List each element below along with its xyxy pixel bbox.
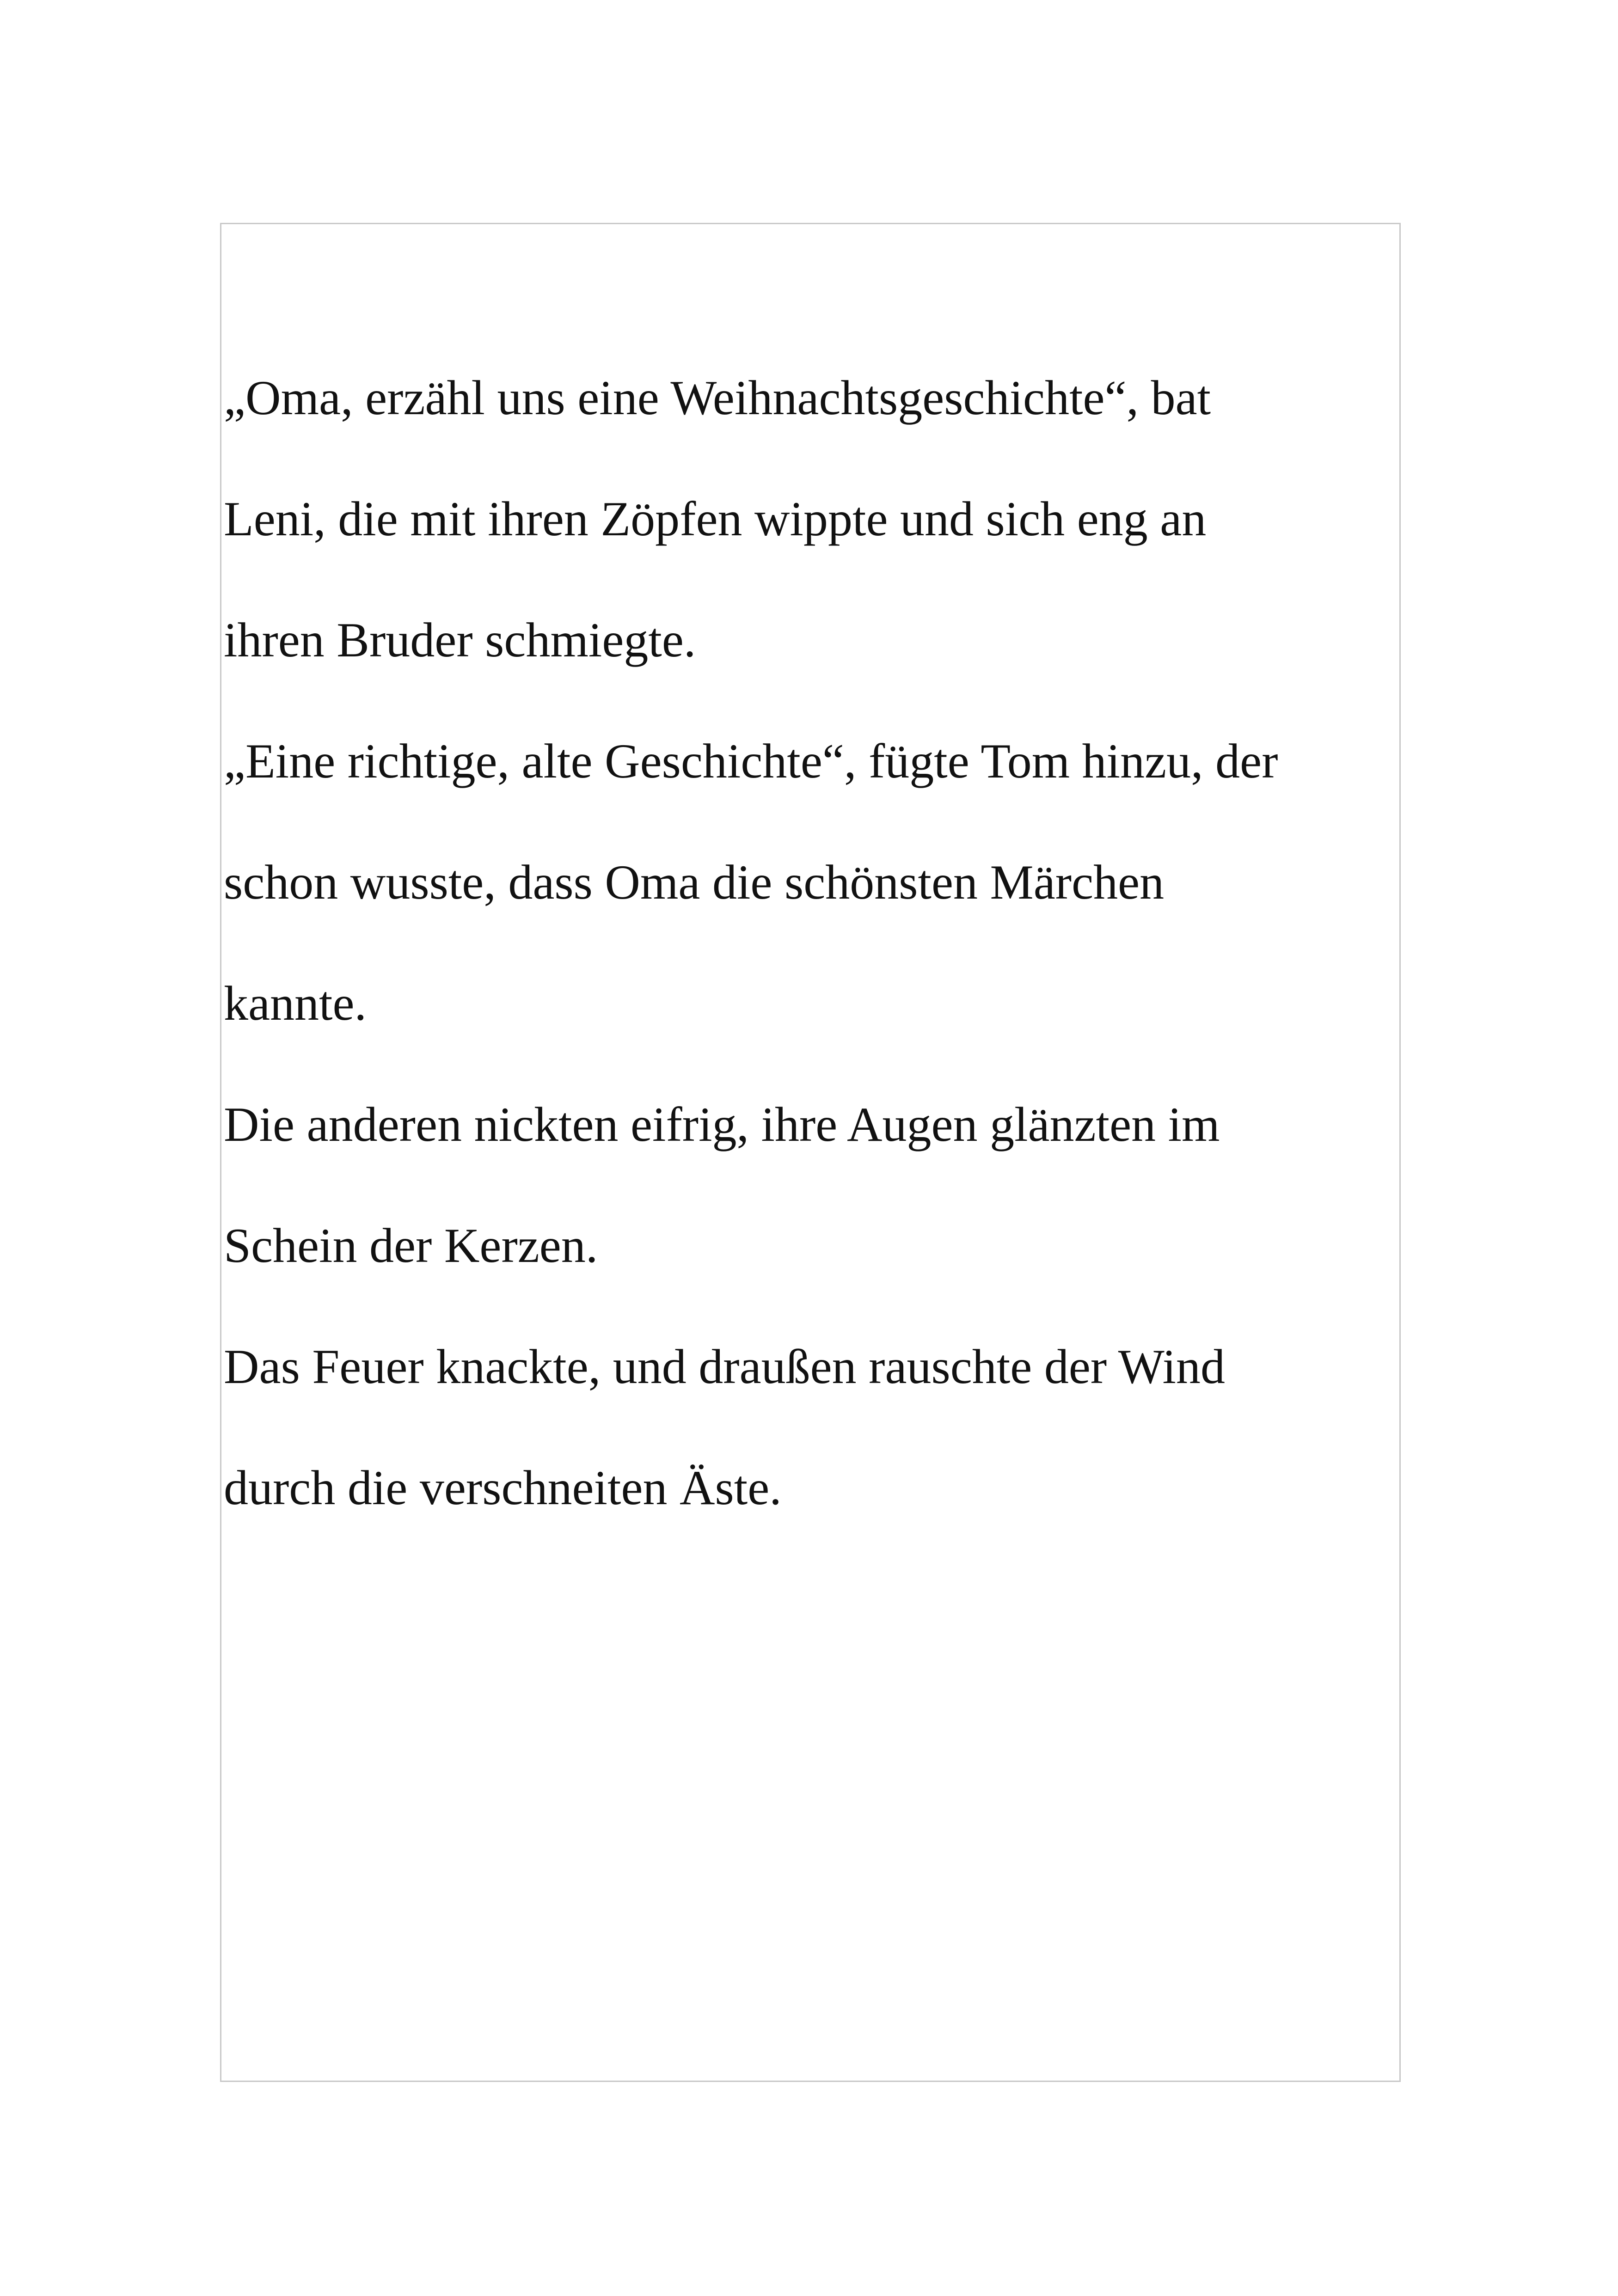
text-line: Schein der Kerzen. <box>224 1218 598 1273</box>
text-line: Leni, die mit ihren Zöpfen wippte und sich eng an <box>224 492 1207 546</box>
text-line: durch die verschneiten Äste. <box>224 1461 782 1515</box>
text-line: ihren Bruder schmiegte. <box>224 613 696 667</box>
text-line: Das Feuer knackte, und draußen rauschte der Wind <box>224 1340 1226 1394</box>
text-line: Die anderen nickten eifrig, ihre Augen glänzten im <box>224 1097 1220 1151</box>
text-line: schon wusste, dass Oma die schönsten Märchen <box>224 855 1164 909</box>
text-line: „Oma, erzähl uns eine Weihnachtsgeschichte“, bat <box>224 371 1211 425</box>
text-line: „Eine richtige, alte Geschichte“, fügte Tom hinzu, der <box>224 734 1278 788</box>
story-text <box>224 337 1398 1549</box>
text-line: kannte. <box>224 976 367 1030</box>
